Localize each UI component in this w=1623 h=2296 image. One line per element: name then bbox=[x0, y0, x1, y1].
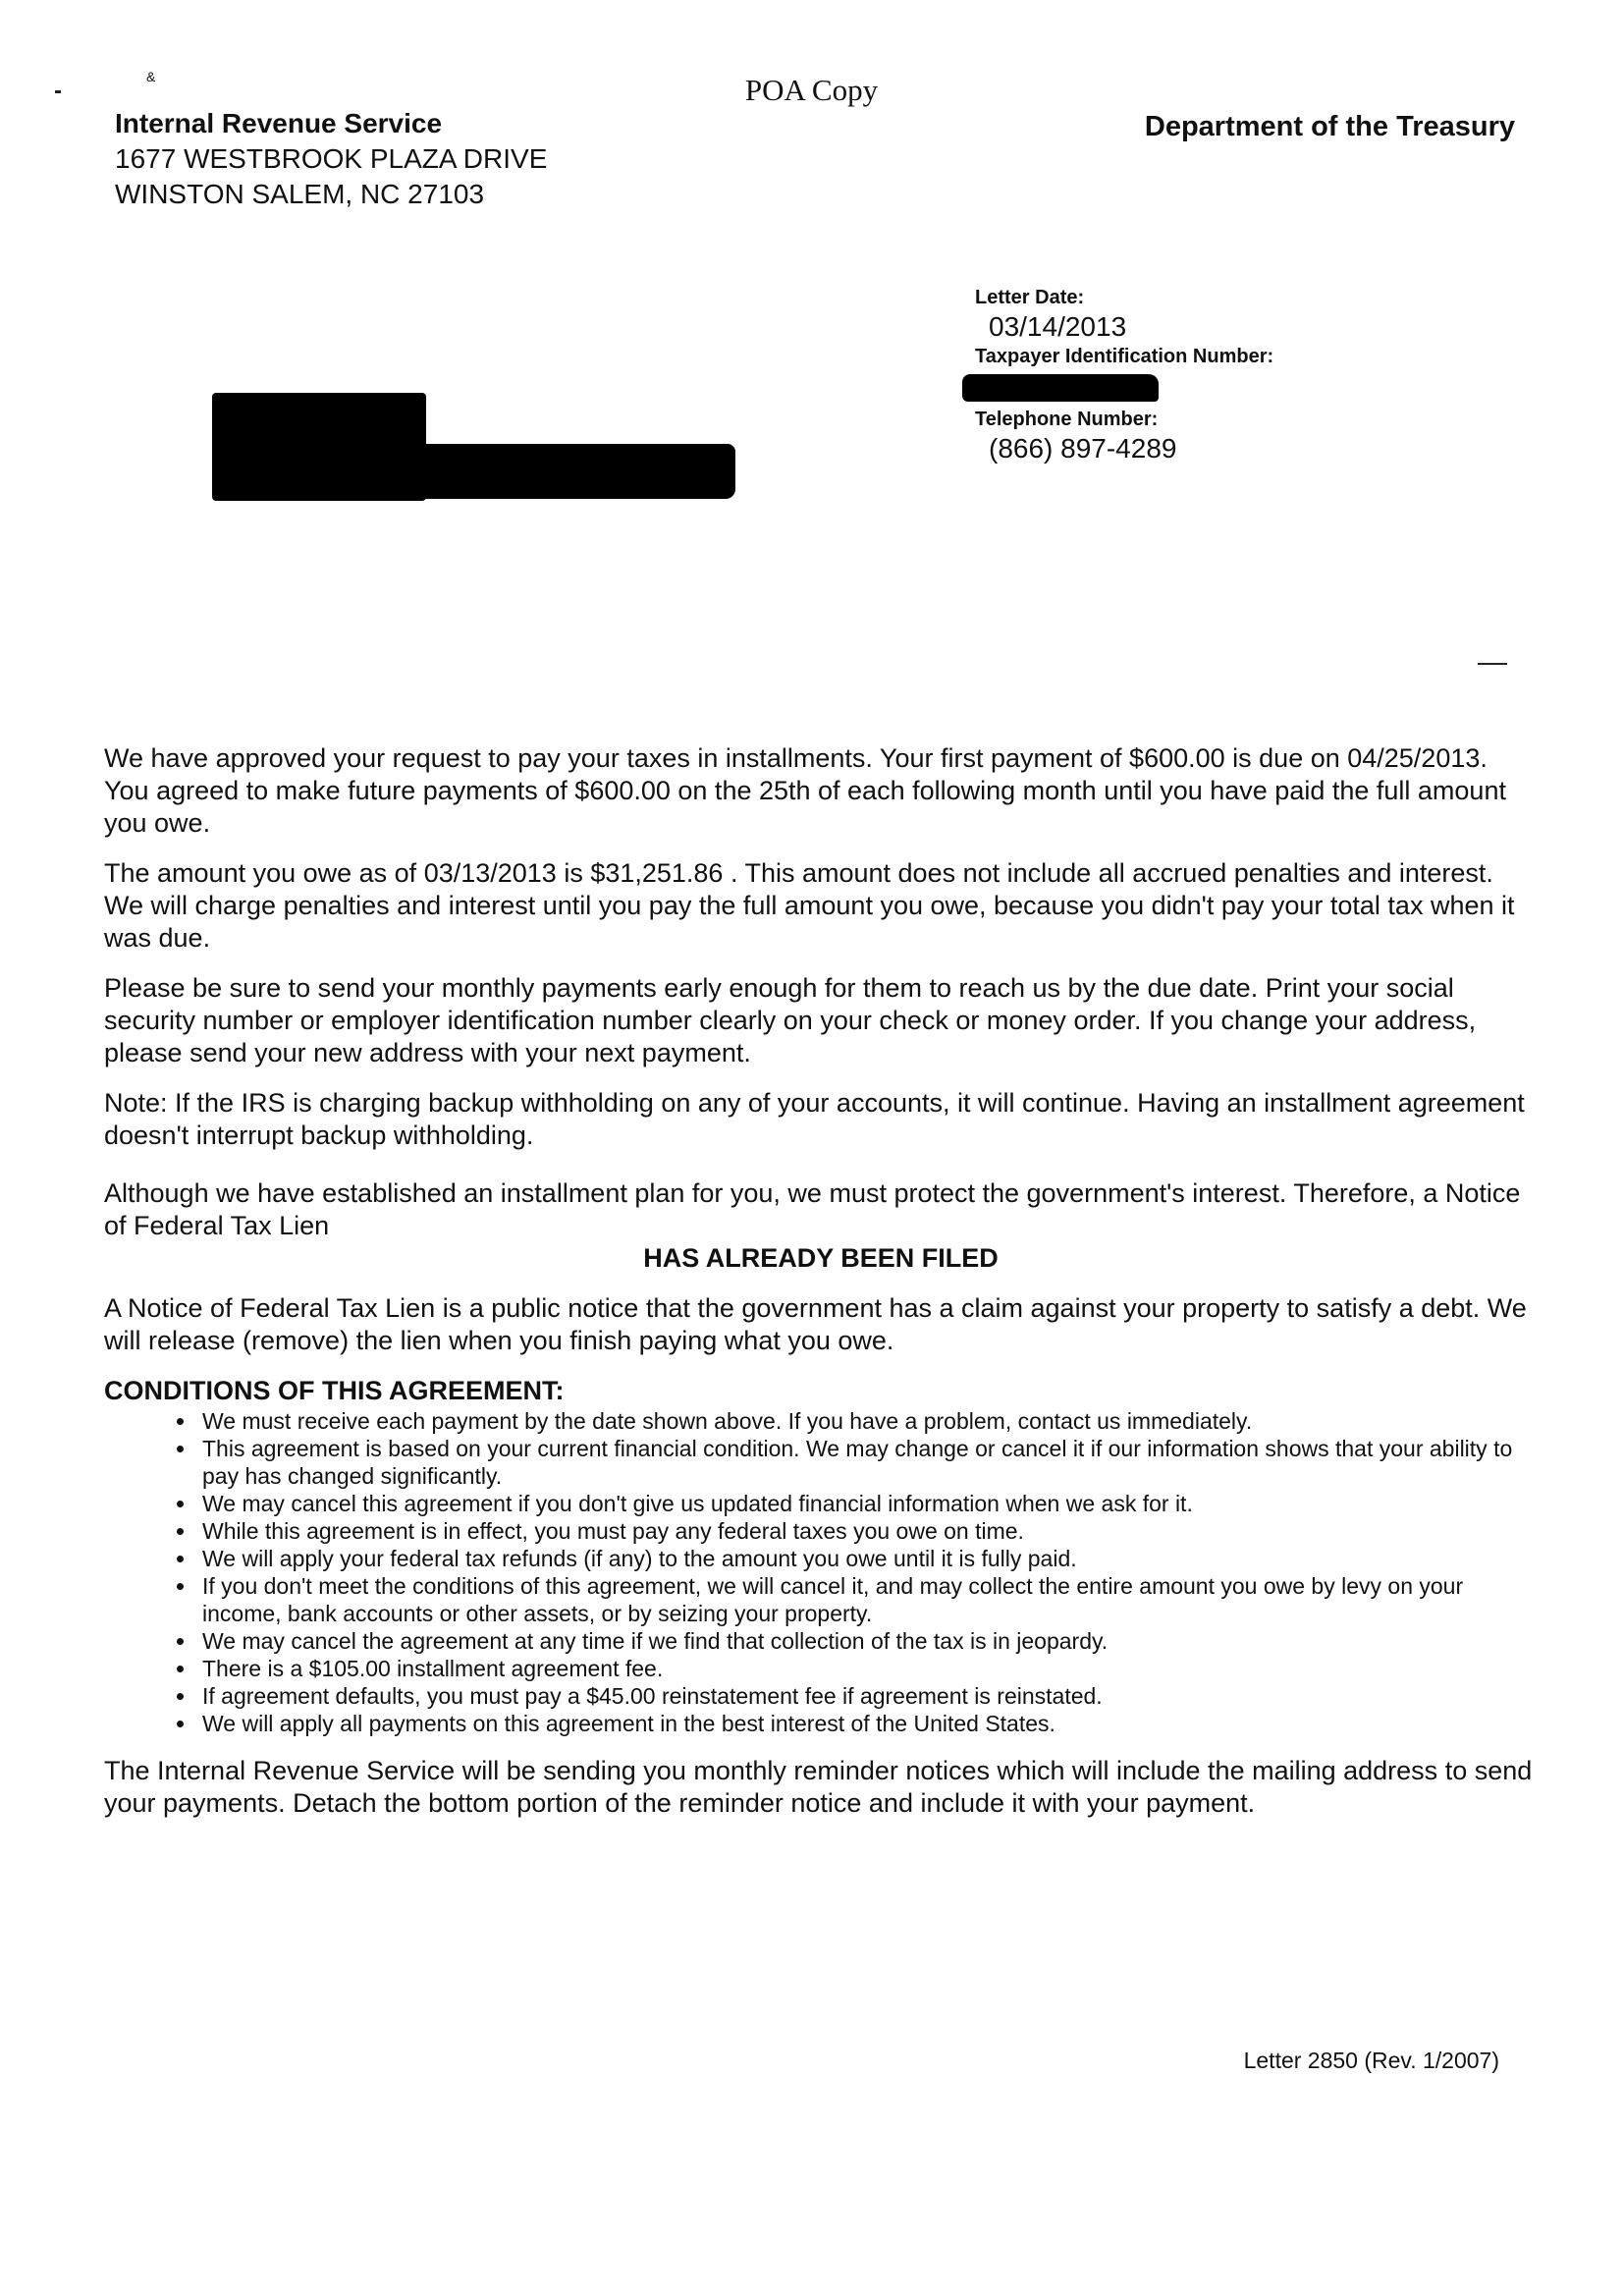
recipient-address-redaction bbox=[212, 393, 736, 501]
sender-address-line2: WINSTON SALEM, NC 27103 bbox=[115, 179, 485, 209]
condition-item: • We may cancel the agreement at any time if we find that collection of the tax is in jeopardy. bbox=[197, 1627, 1538, 1655]
tin-label: Taxpayer Identification Number: bbox=[975, 346, 1274, 367]
sender-address-line1: 1677 WESTBROOK PLAZA DRIVE bbox=[115, 143, 548, 174]
redaction-block-left bbox=[212, 393, 426, 501]
payment-instructions-paragraph: Please be sure to send your monthly payments early enough for them to reach us by the due date. Print your social security number or employer identification number clearly on your check or money order. If you change your address, please send your new address with your next payment. bbox=[104, 973, 1477, 1067]
department-name: Department of the Treasury bbox=[1144, 111, 1515, 142]
conditions-list bbox=[104, 1407, 1538, 1737]
reminder-notices-paragraph: The Internal Revenue Service will be sending you monthly reminder notices which will include the mailing address to send your payments. Detach the bottom portion of the reminder notice and include it with your payment. bbox=[104, 1756, 1533, 1818]
condition-item: • If you don't meet the conditions of this agreement, we will cancel it, and may collect the entire amount you owe by levy on your income, bank accounts or other assets, or by seizing your property. bbox=[197, 1572, 1538, 1627]
redaction-block-right bbox=[423, 444, 735, 499]
lien-intro-paragraph: Although we have established an installment plan for you, we must protect the government's interest. Therefore, a Notice of Federal Tax Lien bbox=[104, 1178, 1521, 1240]
condition-item: • There is a $105.00 installment agreement fee. bbox=[197, 1655, 1538, 1682]
condition-item: • We must receive each payment by the date shown above. If you have a problem, contact us immediately. bbox=[197, 1407, 1538, 1435]
lien-filed-heading: HAS ALREADY BEEN FILED bbox=[643, 1243, 999, 1273]
letter-date-label: Letter Date: bbox=[975, 287, 1085, 308]
fold-mark bbox=[1478, 663, 1507, 665]
letter-body bbox=[104, 742, 1538, 1837]
condition-item: • We will apply all payments on this agreement in the best interest of the United States. bbox=[197, 1710, 1538, 1737]
phone-value: (866) 897-4289 bbox=[989, 433, 1177, 464]
condition-item: • If agreement defaults, you must pay a $45.00 reinstatement fee if agreement is reinstated. bbox=[197, 1682, 1538, 1710]
sender-block bbox=[115, 106, 547, 212]
poa-copy-stamp: POA Copy bbox=[744, 73, 879, 107]
scan-artifact-mark: & bbox=[146, 69, 156, 84]
amount-owed-paragraph: The amount you owe as of 03/13/2013 is $31,251.86 . This amount does not include all accrued penalties and interest. We will charge penalties and interest until you pay the full amount you owe, because you didn't pay your total tax when it was due. bbox=[104, 858, 1515, 953]
tin-redaction bbox=[962, 374, 1159, 402]
letter-date-value: 03/14/2013 bbox=[989, 311, 1127, 342]
approval-paragraph: We have approved your request to pay your taxes in installments. Your first payment of $600.00 is due on 04/25/2013. You agreed to make future payments of $600.00 on the 25th of each following month until you have paid the full amount you owe. bbox=[104, 743, 1506, 838]
backup-withholding-note: Note: If the IRS is charging backup withholding on any of your accounts, it will continue. Having an installment agreement doesn't interrupt backup withholding. bbox=[104, 1088, 1525, 1150]
condition-item: • We will apply your federal tax refunds (if any) to the amount you owe until it is fully paid. bbox=[197, 1545, 1538, 1572]
condition-item: • While this agreement is in effect, you must pay any federal taxes you owe on time. bbox=[197, 1517, 1538, 1545]
lien-explanation-paragraph: A Notice of Federal Tax Lien is a public notice that the government has a claim against your property to satisfy a debt. We will release (remove) the lien when you finish paying what you owe. bbox=[104, 1293, 1527, 1355]
conditions-heading: CONDITIONS OF THIS AGREEMENT: bbox=[104, 1376, 565, 1405]
condition-item: • We may cancel this agreement if you don't give us updated financial information when we ask for it. bbox=[197, 1490, 1538, 1517]
letter-form-id: Letter 2850 (Rev. 1/2007) bbox=[1243, 2048, 1499, 2073]
condition-item: • This agreement is based on your current financial condition. We may change or cancel it if our information shows that your ability to pay has changed significantly. bbox=[197, 1435, 1538, 1490]
phone-label: Telephone Number: bbox=[975, 409, 1159, 430]
sender-name: Internal Revenue Service bbox=[115, 108, 443, 138]
